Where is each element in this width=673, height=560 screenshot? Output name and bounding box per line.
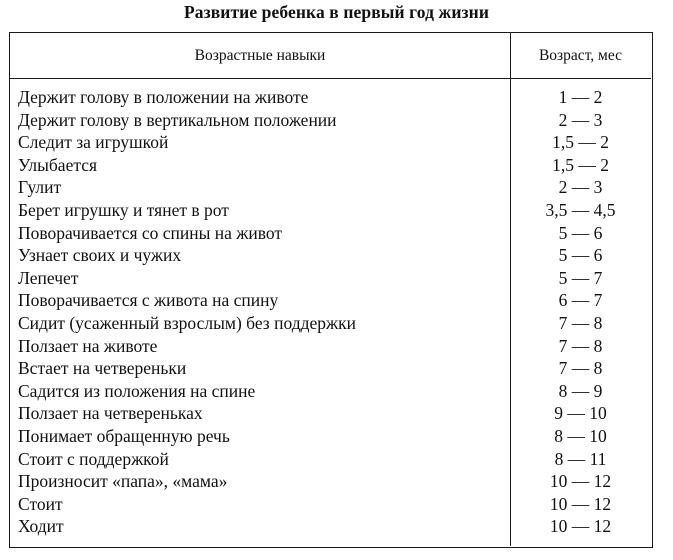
table-row <box>10 470 651 493</box>
skill-cell: Ползает на четвереньках <box>18 403 203 424</box>
age-cell: 1,5 — 2 <box>552 132 609 153</box>
header-skills: Возрастные навыки <box>194 47 326 64</box>
skill-cell: Держит голову в положении на животе <box>18 87 309 107</box>
age-cell: 5 — 6 <box>558 222 603 243</box>
header-age: Возраст, мес <box>538 47 623 64</box>
table-row <box>10 312 651 335</box>
age-cell: 5 — 6 <box>558 245 603 266</box>
age-cell: 8 — 11 <box>554 448 607 469</box>
age-cell: 3,5 — 4,5 <box>545 199 616 220</box>
skill-cell: Улыбается <box>18 154 98 175</box>
development-table <box>9 32 653 548</box>
table-row <box>10 493 651 516</box>
skill-cell: Сидит (усаженный взрослым) без поддержки <box>18 312 356 333</box>
age-cell: 5 — 7 <box>558 267 603 288</box>
table-row <box>10 402 651 425</box>
skill-cell: Держит голову в вертикальном положении <box>18 109 337 130</box>
skill-cell: Стоит с поддержкой <box>18 448 169 469</box>
table-row <box>10 222 651 245</box>
age-cell: 9 — 10 <box>554 403 607 424</box>
table-row <box>10 335 651 358</box>
age-cell: 10 — 12 <box>549 471 612 492</box>
skill-cell: Ходит <box>18 516 64 537</box>
age-cell: 2 — 3 <box>558 177 603 198</box>
age-cell: 7 — 8 <box>558 335 603 356</box>
age-cell: 6 — 7 <box>558 290 603 311</box>
skill-cell: Следит за игрушкой <box>18 132 169 153</box>
age-cell: 1,5 — 2 <box>552 154 609 175</box>
age-cell: 7 — 8 <box>558 312 603 333</box>
skill-cell: Произносит «папа», «мама» <box>18 471 228 492</box>
table-row <box>10 199 651 222</box>
page-title: Развитие ребенка в первый год жизни <box>183 2 490 22</box>
age-cell: 8 — 9 <box>558 380 603 401</box>
skill-cell: Стоит <box>18 493 63 514</box>
age-cell: 7 — 8 <box>558 358 603 379</box>
skill-cell: Лепечет <box>18 267 79 288</box>
table-row <box>10 131 651 154</box>
skill-cell: Садится из положения на спине <box>18 380 256 401</box>
skill-cell: Понимает обращенную речь <box>18 425 230 446</box>
table-row <box>10 357 651 380</box>
age-cell: 1 — 2 <box>558 87 603 107</box>
table-row <box>10 154 651 177</box>
skill-cell: Ползает на животе <box>18 335 158 356</box>
age-cell: 8 — 10 <box>554 425 607 446</box>
age-cell: 2 — 3 <box>558 109 603 130</box>
table-row <box>10 425 651 448</box>
table-body <box>10 86 651 538</box>
age-cell: 10 — 12 <box>549 516 612 537</box>
table-row <box>10 109 651 132</box>
table-row <box>10 86 651 109</box>
skill-cell: Узнает своих и чужих <box>18 245 182 266</box>
table-row <box>10 267 651 290</box>
table-row <box>10 380 651 403</box>
skill-cell: Гулит <box>18 177 62 198</box>
table-row <box>10 515 651 538</box>
table-row <box>10 176 651 199</box>
skill-cell: Поворачивается с живота на спину <box>18 290 279 311</box>
skill-cell: Поворачивается со спины на живот <box>18 222 283 243</box>
age-cell: 10 — 12 <box>549 493 612 514</box>
table-row <box>10 448 651 471</box>
table-header <box>10 33 651 79</box>
table-row <box>10 289 651 312</box>
skill-cell: Берет игрушку и тянет в рот <box>18 199 229 220</box>
skill-cell: Встает на четвереньки <box>18 358 187 379</box>
table-row <box>10 244 651 267</box>
